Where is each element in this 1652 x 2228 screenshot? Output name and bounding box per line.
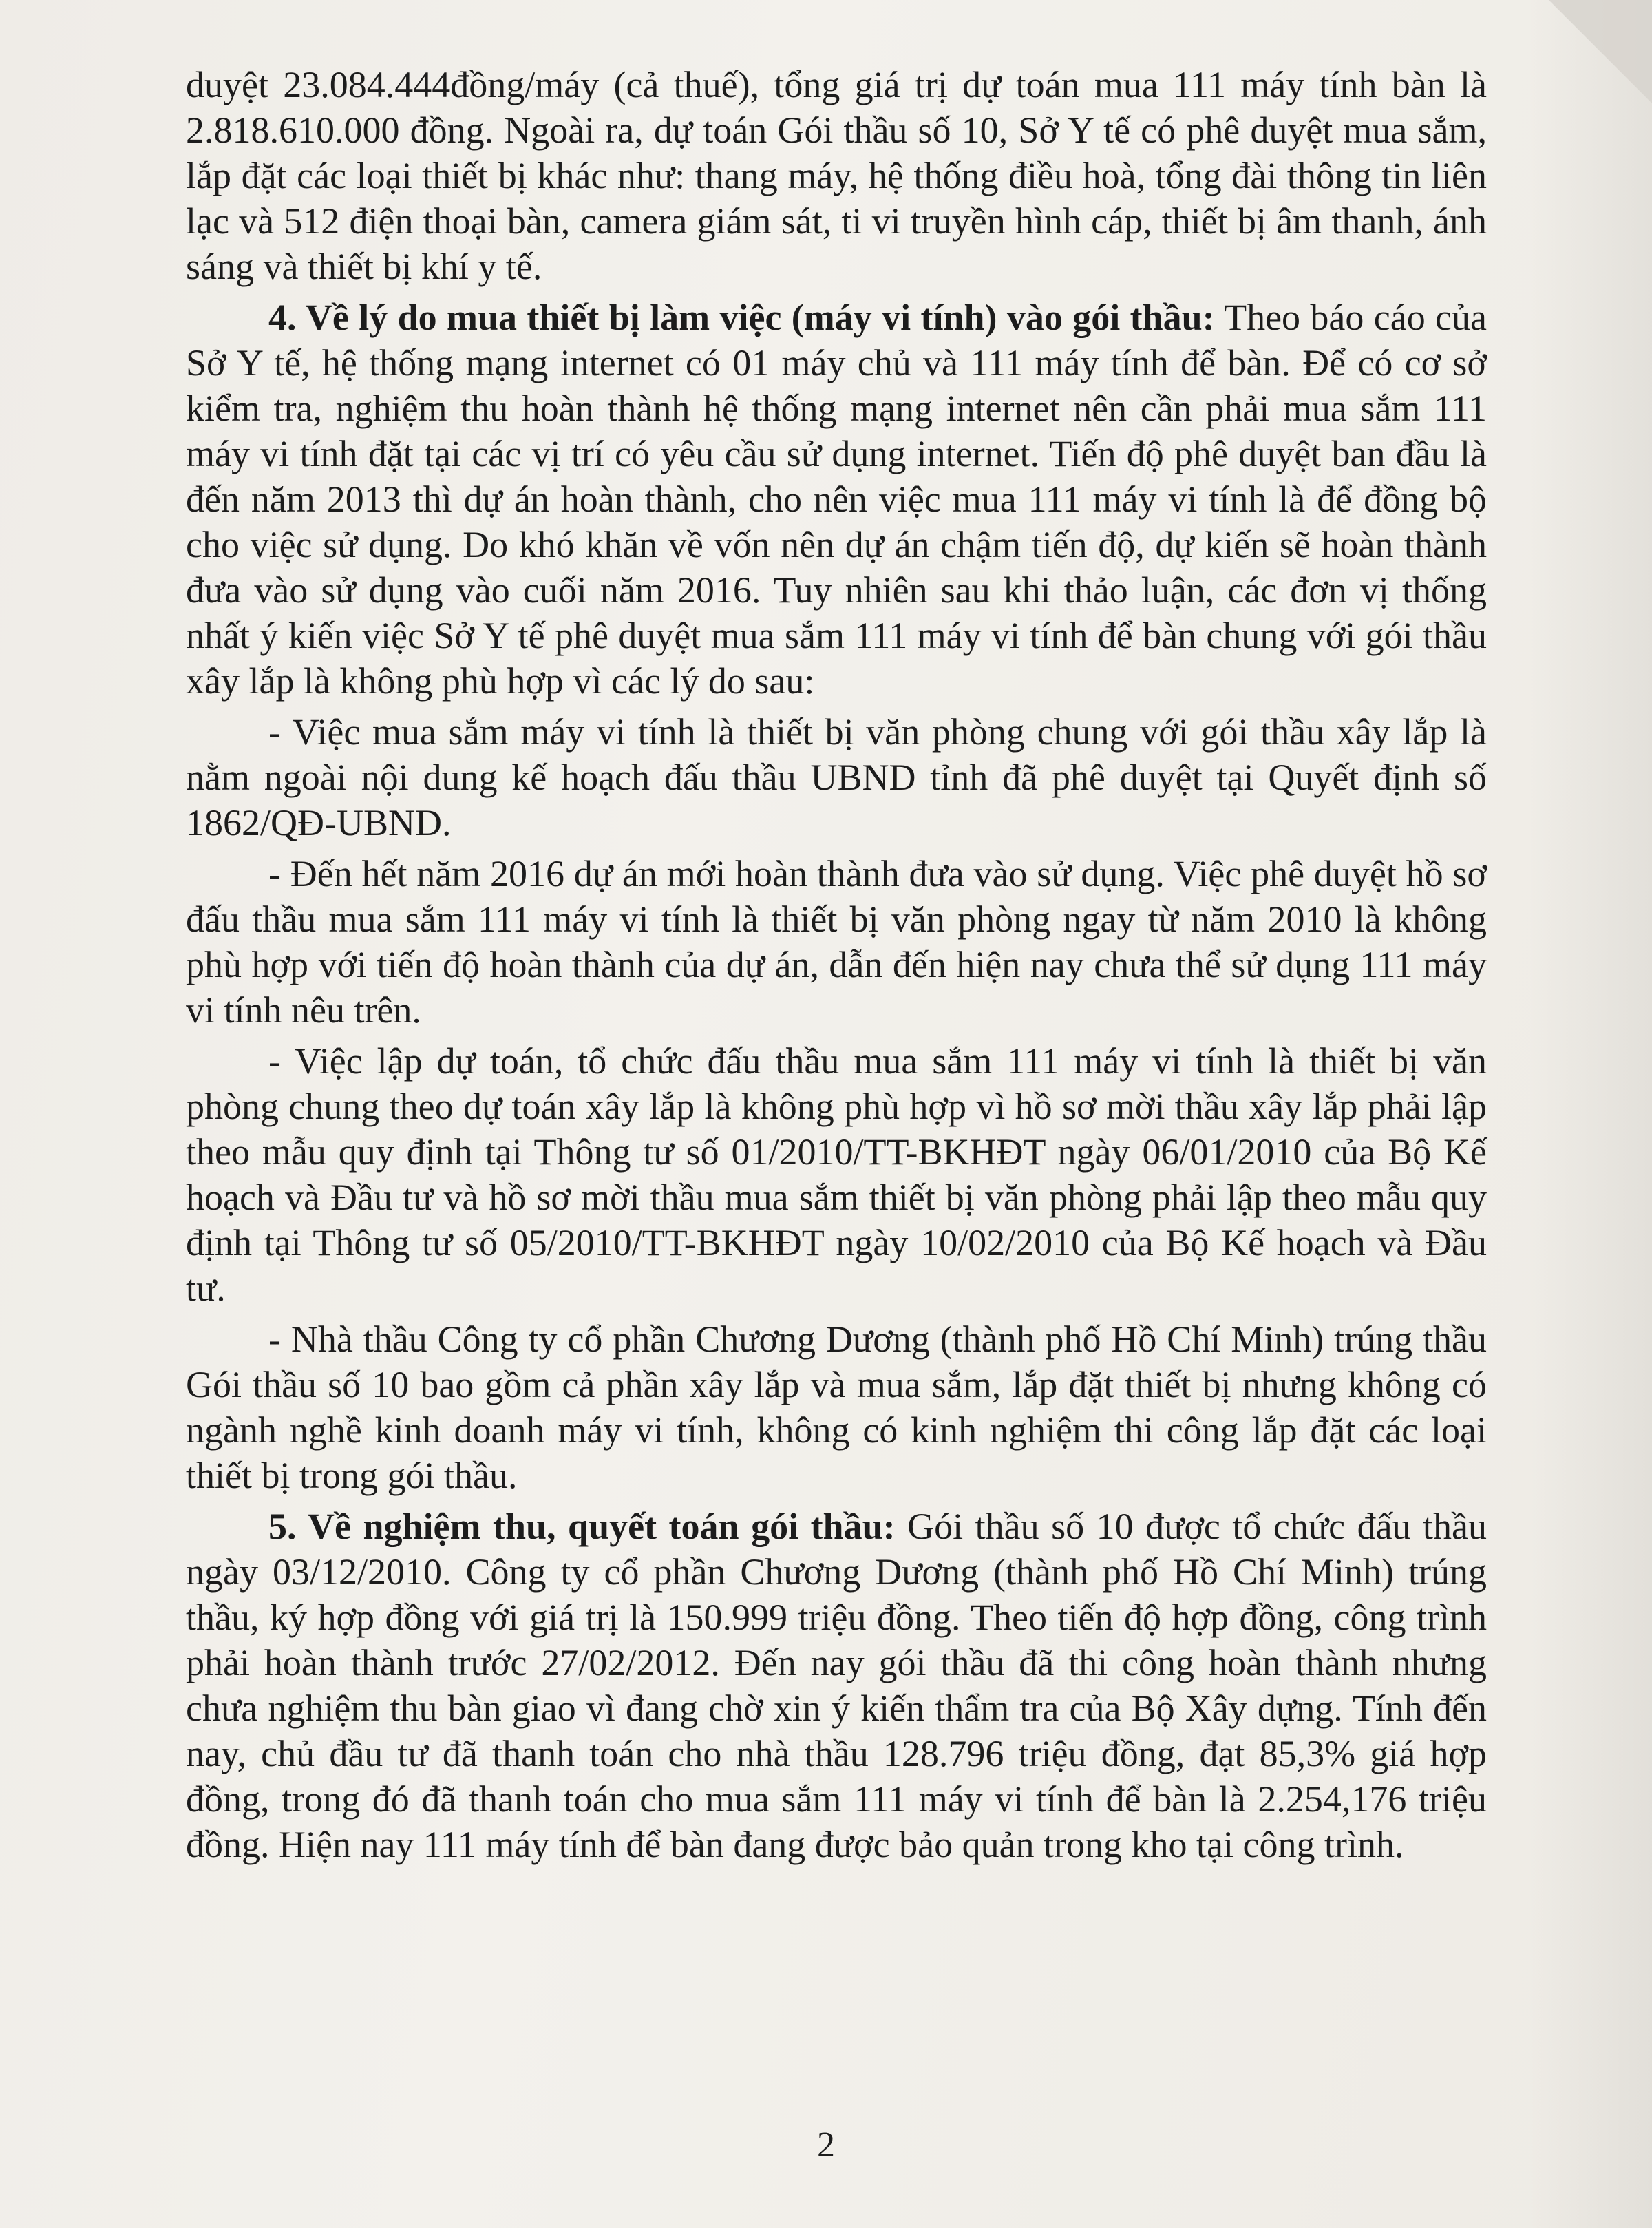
- reason-item-text: - Việc mua sắm máy vi tính là thiết bị văn phòng chung với gói thầu xây lắp là nằm ngoài nội dung kế hoạch đấu thầu UBND tỉnh đã phê duyệt tại Quyết định số 1862/QĐ-UBND.: [186, 711, 1487, 843]
- section-5-paragraph: [186, 1504, 1487, 1867]
- section-4-paragraph: [186, 295, 1487, 704]
- section-5-text: Gói thầu số 10 được tổ chức đấu thầu ngày 03/12/2010. Công ty cổ phần Chương Dương (thành phố Hồ Chí Minh) trúng thầu, ký hợp đồng với giá trị là 150.999 triệu đồng. Theo tiến độ hợp đồng, công trình phải hoàn thành trước 27/02/2012. Đến nay gói thầu đã thi công hoàn thành nhưng chưa nghiệm thu bàn giao vì đang chờ xin ý kiến thẩm tra của Bộ Xây dựng. Tính đến nay, chủ đầu tư đã thanh toán cho nhà thầu 128.796 triệu đồng, đạt 85,3% giá hợp đồng, trong đó đã thanh toán cho mua sắm 111 máy vi tính để bàn là 2.254,176 triệu đồng. Hiện nay 111 máy tính để bàn đang được bảo quản trong kho tại công trình.: [186, 1506, 1487, 1865]
- reason-item-4: [186, 1316, 1487, 1498]
- reason-item-text: - Nhà thầu Công ty cổ phần Chương Dương (thành phố Hồ Chí Minh) trúng thầu Gói thầu số 10 bao gồm cả phần xây lắp và mua sắm, lắp đặt thiết bị nhưng không có ngành nghề kinh doanh máy vi tính, không có kinh nghiệm thi công lắp đặt các loại thiết bị trong gói thầu.: [186, 1318, 1487, 1496]
- page-number: 2: [817, 2125, 835, 2165]
- paragraph-continuation: [186, 62, 1487, 289]
- reason-item-text: - Việc lập dự toán, tổ chức đấu thầu mua sắm 111 máy vi tính là thiết bị văn phòng chung theo dự toán xây lắp là không phù hợp vì hồ sơ mời thầu xây lắp phải lập theo mẫu quy định tại Thông tư số 01/2010/TT-BKHĐT ngày 06/01/2010 của Bộ Kế hoạch và Đầu tư và hồ sơ mời thầu mua sắm thiết bị văn phòng phải lập theo mẫu quy định tại Thông tư số 05/2010/TT-BKHĐT ngày 10/02/2010 của Bộ Kế hoạch và Đầu tư.: [186, 1040, 1487, 1309]
- section-4-text: Theo báo cáo của Sở Y tế, hệ thống mạng internet có 01 máy chủ và 111 máy tính để bàn. Để có cơ sở kiểm tra, nghiệm thu hoàn thành hệ thống mạng internet nên cần phải mua sắm 111 máy vi tính đặt tại các vị trí có yêu cầu sử dụng internet. Tiến độ phê duyệt ban đầu là đến năm 2013 thì dự án hoàn thành, cho nên việc mua 111 máy vi tính là để đồng bộ cho việc sử dụng. Do khó khăn về vốn nên dự án chậm tiến độ, dự kiến sẽ hoàn thành đưa vào sử dụng vào cuối năm 2016. Tuy nhiên sau khi thảo luận, các đơn vị thống nhất ý kiến việc Sở Y tế phê duyệt mua sắm 111 máy vi tính để bàn chung với gói thầu xây lắp là không phù hợp vì các lý do sau:: [186, 297, 1487, 702]
- reason-item-2: [186, 851, 1487, 1033]
- paragraph-text: duyệt 23.084.444đồng/máy (cả thuế), tổng giá trị dự toán mua 111 máy tính bàn là 2.818.610.000 đồng. Ngoài ra, dự toán Gói thầu số 10, Sở Y tế có phê duyệt mua sắm, lắp đặt các loại thiết bị khác như: thang máy, hệ thống điều hoà, tổng đài thông tin liên lạc và 512 điện thoại bàn, camera giám sát, ti vi truyền hình cáp, thiết bị âm thanh, ánh sáng và thiết bị khí y tế.: [186, 64, 1487, 287]
- page-corner-fold: [1549, 0, 1652, 103]
- section-5-heading: 5. Về nghiệm thu, quyết toán gói thầu:: [268, 1506, 896, 1547]
- reason-item-1: [186, 709, 1487, 845]
- page-edge-shadow: [1528, 0, 1652, 2228]
- reason-item-text: - Đến hết năm 2016 dự án mới hoàn thành đưa vào sử dụng. Việc phê duyệt hồ sơ đấu thầu mua sắm 111 máy vi tính là thiết bị văn phòng ngay từ năm 2010 là không phù hợp với tiến độ hoàn thành của dự án, dẫn đến hiện nay chưa thể sử dụng 111 máy vi tính nêu trên.: [186, 853, 1487, 1031]
- section-4-heading: 4. Về lý do mua thiết bị làm việc (máy vi tính) vào gói thầu:: [268, 297, 1215, 338]
- reason-item-3: [186, 1038, 1487, 1311]
- document-body: [186, 62, 1487, 1873]
